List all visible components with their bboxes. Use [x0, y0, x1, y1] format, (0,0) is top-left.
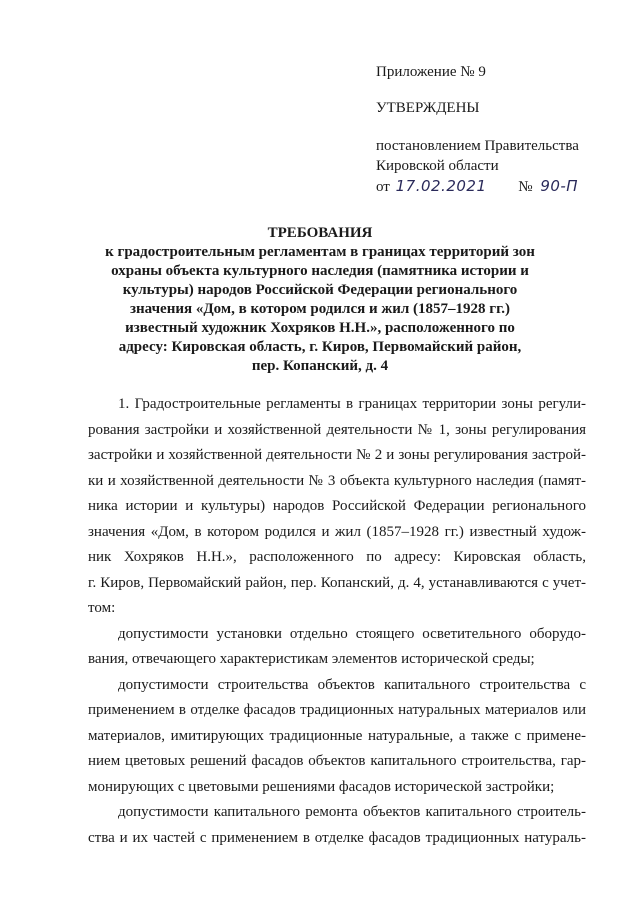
handwritten-number: 90-П — [540, 177, 579, 195]
appendix-number: Приложение № 9 — [376, 64, 486, 80]
date-number-row — [376, 176, 578, 197]
paragraph-line: ник Хохряков Н.Н.», расположенного по адресу: Кировская область, — [88, 549, 586, 565]
paragraph-2 — [88, 622, 586, 673]
title-heading: ТРЕБОВАНИЯ — [267, 225, 373, 241]
paragraph-line: рования застройки и хозяйственной деятельности № 1, зоны регулирования — [88, 421, 586, 438]
date-prefix: от — [376, 179, 390, 195]
paragraph-1 — [88, 392, 586, 622]
title-line: пер. Копанский, д. 4 — [251, 358, 389, 374]
paragraph-3 — [88, 673, 586, 801]
paragraph-line: застройки и хозяйственной деятельности № 2 и зоны регулирования застрой- — [88, 447, 586, 463]
paragraph-4 — [88, 800, 586, 851]
document-title — [95, 224, 545, 376]
handwritten-date: 17.02.2021 — [395, 177, 487, 195]
title-line: известный художник Хохряков Н.Н.», расположенного по — [125, 320, 515, 336]
paragraph-line: том: — [88, 600, 116, 616]
paragraph-line: 1. Градостроительные регламенты в границах территории зоны регули- — [118, 396, 586, 412]
paragraph-line: значения «Дом, в котором родился и жил (1857–1928 гг.) известный худож- — [88, 523, 586, 540]
paragraph-line: монирующих с цветовыми решениями фасадов исторической застройки; — [88, 778, 555, 795]
title-line: значения «Дом, в котором родился и жил (1857–1928 гг.) — [130, 301, 510, 317]
decree-text: постановлением Правительства — [376, 138, 579, 154]
title-line: к градостроительным регламентам в границах территорий зон — [105, 244, 535, 260]
region-text: Кировской области — [376, 158, 499, 174]
paragraph-line: применением в отделке фасадов традиционных натуральных материалов или — [88, 702, 586, 718]
paragraph-line: допустимости капитального ремонта объектов капитального строитель- — [118, 804, 586, 820]
title-line: адресу: Кировская область, г. Киров, Первомайский район, — [118, 339, 522, 355]
paragraph-line: нием цветовых решений фасадов объектов капитального строительства, гар- — [88, 753, 586, 769]
paragraph-line: допустимости установки отдельно стоящего осветительного оборудо- — [118, 625, 586, 642]
paragraph-line: допустимости строительства объектов капитального строительства с — [118, 676, 586, 693]
paragraph-line: ника истории и культуры) народов Российской Федерации регионального — [88, 498, 586, 514]
paragraph-line: г. Киров, Первомайский район, пер. Копанский, д. 4, устанавливаются с учет- — [88, 574, 586, 591]
approved-label: УТВЕРЖДЕНЫ — [376, 100, 480, 116]
title-line: охраны объекта культурного наследия (памятника истории и — [111, 263, 529, 279]
paragraph-line: ства и их частей с применением в отделке фасадов традиционных натураль- — [88, 829, 586, 846]
title-line: культуры) народов Российской Федерации регионального — [122, 282, 518, 298]
paragraph-line: материалов, имитирующих традиционные натуральные, а также с примене- — [88, 727, 586, 744]
number-label: № — [518, 179, 533, 195]
paragraph-line: вания, отвечающего характеристикам элементов исторической среды; — [88, 651, 535, 667]
document-body — [88, 392, 586, 851]
paragraph-line: ки и хозяйственной деятельности № 3 объекта культурного наследия (памят- — [88, 472, 586, 489]
